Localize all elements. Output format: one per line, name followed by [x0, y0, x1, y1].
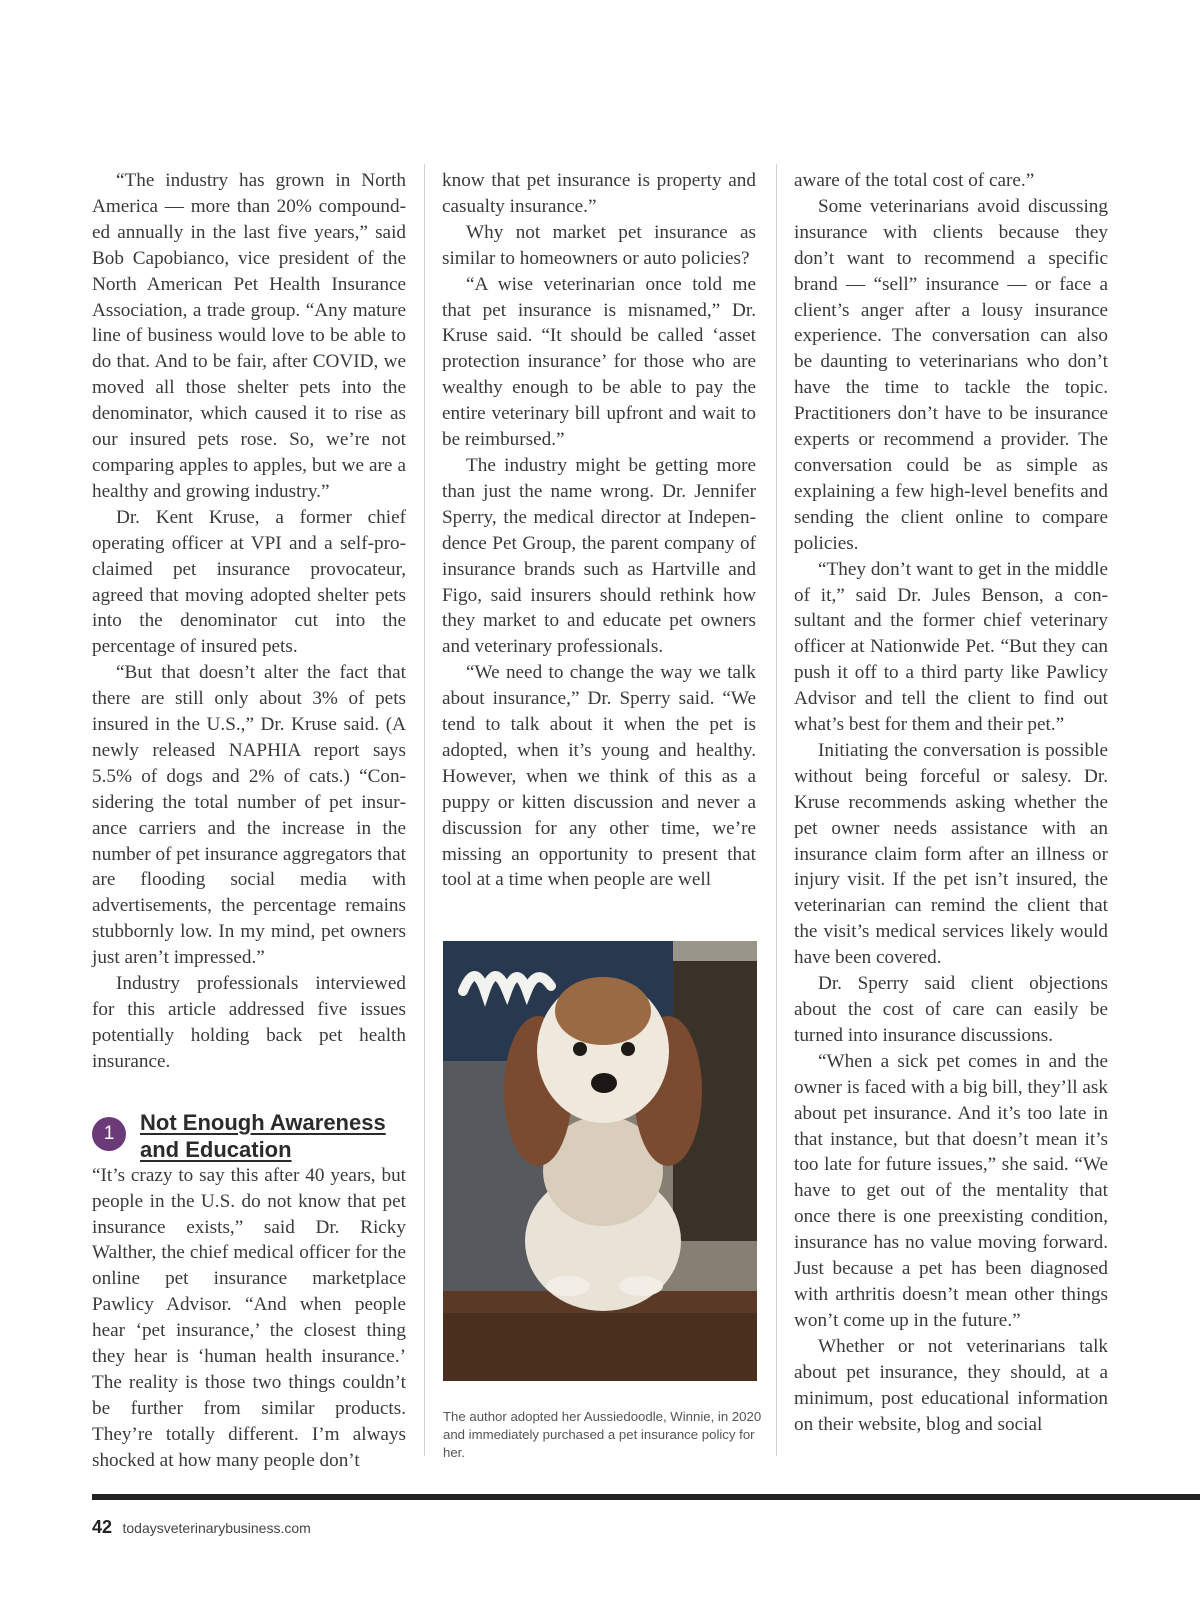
body-paragraph: Initiating the conversation is possible without being forceful or salesy. Dr. Kruse recommends asking whether the pet owner needs assistance with an insurance claim form after an illness or injury visit. If the pet isn’t insured, the veterinarian can remind the client that the visit’s medical services likely would have been covered. [794, 739, 1108, 969]
body-paragraph: aware of the total cost of care.” [794, 170, 1035, 191]
body-paragraph: Why not market pet insurance as similar to homeowners or auto policies? [442, 221, 756, 269]
body-paragraph: “It’s crazy to say this after 40 years, but people in the U.S. do not know that pet insurance exists,” said Dr. Ricky Walther, the chief medical officer for the online pet insurance marketplace Pawlicy Advisor. “And when people hear ‘pet insurance,’ the closest thing they hear is ‘human health insurance.’ The reality is those two things couldn’t be further from similar products. They’re totally different. I’m always shocked at how many people don’t [92, 1164, 406, 1471]
dog-photo [443, 941, 757, 1381]
body-paragraph: Some veterinarians avoid discussing insurance with clients because they don’t want to recommend a specific brand — “sell” insurance — or face a client’s anger after a lousy insurance experience. The conversation can also be daunting to veterinarians who don’t have the time to tackle the topic. Practitioners don’t have to be insurance experts or recommend a provider. The conversation could be as simple as explaining a few high-level benefits and sending the client online to compare policies. [794, 195, 1108, 554]
body-paragraph: know that pet insurance is property and casualty insurance.” [442, 170, 756, 217]
body-paragraph: “But that doesn’t alter the fact that there are still only about 3% of pets insured in the U.S.,” Dr. Kruse said. (A newly released NAPHIA report says 5.5% of dogs and 2% of cats.) “Considering the total number of pet insurance carriers and the increase in the number of pet insurance aggregators that are flooding social media with advertisements, the percentage remains stubbornly low. In my mind, pet owners just aren’t impressed.” [92, 662, 406, 969]
section-number-badge: 1 [92, 1117, 126, 1151]
article-column-2 [442, 168, 756, 893]
body-paragraph: Dr. Kent Kruse, a former chief operating officer at VPI and a self-proclaimed pet insurance provocateur, agreed that moving adopted shelter pets into the denominator cut into the percentage of insured pets. [92, 506, 406, 658]
site-url: todaysveterinarybusiness.com [122, 1520, 311, 1536]
body-paragraph: “The industry has grown in North America — more than 20% compounded annually in the last five years,” said Bob Capobianco, vice president of the North American Pet Health Insurance Association, a trade group. “Any mature line of business would love to be able to do that. And to be fair, after COVID, we moved all those shelter pets into the denominator, which caused it to rise as our insured pets rose. So, we’re not comparing apples to apples, but we are a healthy and growing industry.” [92, 170, 406, 502]
article-column-3 [794, 168, 1108, 1437]
body-paragraph: Whether or not veterinarians talk about pet insurance, they should, at a minimum, post educational information on their website, blog and social [794, 1335, 1108, 1435]
column-divider [424, 164, 425, 1456]
article-column-1 [92, 168, 406, 1474]
footer-rule [92, 1494, 1200, 1500]
page-footer [92, 1517, 311, 1538]
body-paragraph: “When a sick pet comes in and the owner is faced with a big bill, they’ll ask about pet insurance. And it’s too late in that instance, but that doesn’t mean it’s too late for future issues,” she said. “We have to get out of the mentality that once there is one preexisting condition, insurance has no value moving forward. Just because a pet has been diagnosed with arthritis doesn’t mean other things won’t come up in the future.” [794, 1050, 1108, 1331]
body-paragraph: Dr. Sperry said client objections about the cost of care can easily be turned into insurance discussions. [794, 973, 1108, 1046]
body-paragraph: “They don’t want to get in the middle of it,” said Dr. Jules Benson, a consultant and the former chief veterinary officer at Nationwide Pet. “But they can push it off to a third party like Pawlicy Advisor and tell the client to find out what’s best for them and their pet.” [794, 558, 1108, 736]
section-heading [92, 1111, 406, 1163]
page-number: 42 [92, 1517, 113, 1537]
column-divider [776, 164, 777, 1456]
body-paragraph: “A wise veterinarian once told me that pet insurance is misnamed,” Dr. Kruse said. “It should be called ‘asset protection insurance’ for those who are wealthy enough to be able to pay the entire veterinary bill upfront and wait to be reimbursed.” [442, 273, 756, 451]
section-title-line: Not Enough Awareness [140, 1109, 386, 1135]
photo-caption: The author adopted her Aussiedoodle, Winnie, in 2020 and immediately purchased a pet insurance policy for her. [443, 1409, 762, 1460]
section-title-line: and Education [140, 1136, 292, 1162]
body-paragraph: The industry might be getting more than just the name wrong. Dr. Jennifer Sperry, the medical director at Independence Pet Group, the parent company of insurance brands such as Hartville and Figo, said insurers should rethink how they market to and educate pet owners and veterinary professionals. [442, 454, 756, 658]
body-paragraph: “We need to change the way we talk about insurance,” Dr. Sperry said. “We tend to talk about it when the pet is adopted, when it’s young and healthy. However, when we think of this as a puppy or kitten discussion and never a discussion for any other time, we’re missing an opportunity to present that tool at a time when people are well [442, 662, 756, 891]
section-title [140, 1109, 386, 1163]
body-paragraph: Industry professionals interviewed for this article addressed five issues potentially holding back pet health insurance. [92, 973, 406, 1072]
